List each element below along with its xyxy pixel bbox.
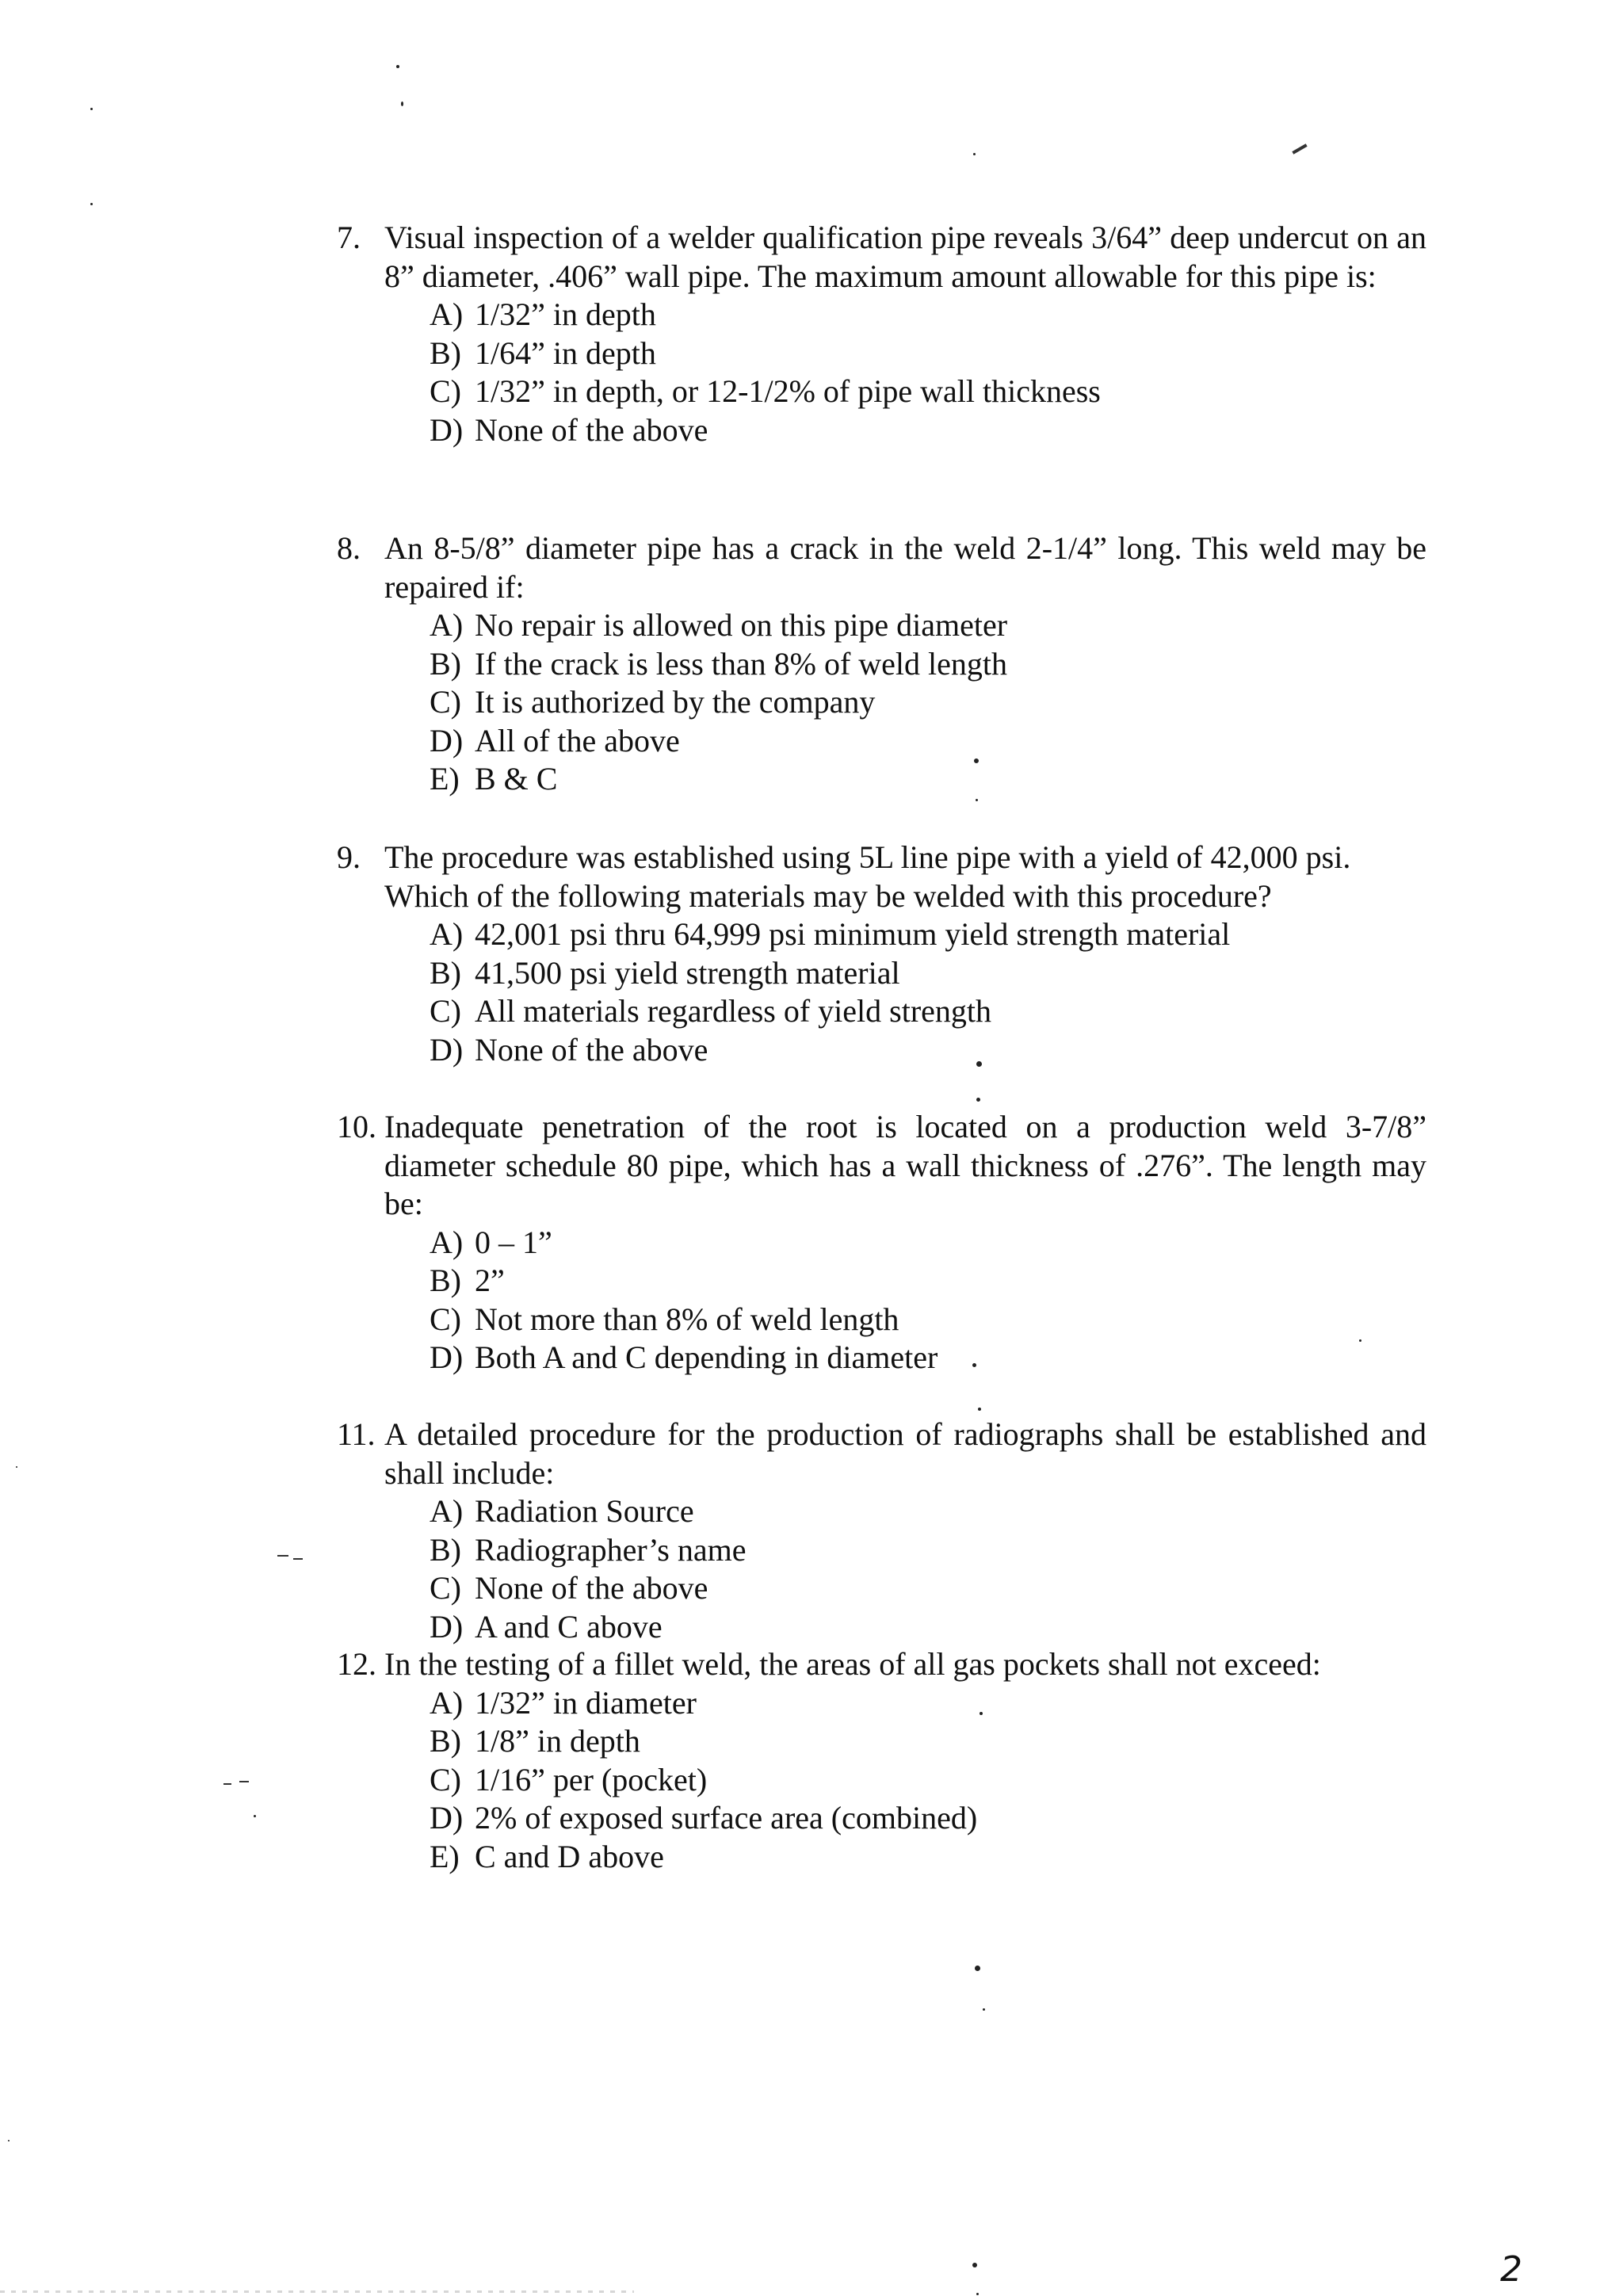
option-letter: B) xyxy=(430,334,461,371)
option-text: Radiation Source xyxy=(475,1493,694,1529)
scan-edge-noise xyxy=(0,2290,634,2293)
question-text: Visual inspection of a welder qualification pipe reveals 3/64” deep undercut on an 8” diameter, .406” wall pipe. The maximum amount allowable for this pipe is: xyxy=(384,220,1426,294)
question-text: A detailed procedure for the production of radiographs shall be established and shall include: xyxy=(384,1416,1426,1491)
option-text: 1/16” per (pocket) xyxy=(475,1761,708,1797)
question-8 xyxy=(337,529,1426,799)
scan-speck xyxy=(974,758,979,763)
question-11 xyxy=(337,1415,1426,1646)
option-d xyxy=(430,722,1426,761)
question-number: 12. xyxy=(337,1646,376,1682)
scan-speck xyxy=(972,1363,976,1367)
option-text: Not more than 8% of weld length xyxy=(475,1301,899,1337)
option-letter: C) xyxy=(430,684,461,720)
question-9 xyxy=(337,839,1426,1069)
option-text: C and D above xyxy=(475,1838,664,1874)
option-letter: C) xyxy=(430,373,461,409)
scan-speck xyxy=(972,2263,977,2267)
option-b xyxy=(430,1531,1426,1570)
option-text: A and C above xyxy=(475,1608,663,1645)
answer-options xyxy=(430,1224,1426,1377)
option-letter: D) xyxy=(430,1339,464,1375)
option-text: All of the above xyxy=(475,722,680,758)
option-text: 2” xyxy=(475,1263,505,1298)
option-a xyxy=(430,915,1426,954)
scan-speck xyxy=(254,1815,256,1817)
option-b xyxy=(430,1722,1426,1761)
option-letter: C) xyxy=(430,993,461,1029)
option-letter: C) xyxy=(430,1761,461,1797)
option-b xyxy=(430,645,1426,684)
option-a xyxy=(430,1684,1426,1723)
option-text: None of the above xyxy=(475,1570,708,1606)
option-a xyxy=(430,606,1426,645)
option-letter: E) xyxy=(430,761,460,797)
option-letter: B) xyxy=(430,645,461,682)
option-text: Both A and C depending in diameter xyxy=(475,1339,938,1375)
scan-speck xyxy=(90,203,93,205)
option-b xyxy=(430,954,1426,993)
scan-mark xyxy=(1292,143,1307,154)
scan-speck xyxy=(976,799,978,801)
option-letter: D) xyxy=(430,1608,464,1645)
option-text: 42,001 psi thru 64,999 psi minimum yield strength material xyxy=(475,916,1231,952)
question-7 xyxy=(337,219,1426,449)
option-text: It is authorized by the company xyxy=(475,684,876,720)
question-number: 7. xyxy=(337,220,361,255)
answer-options xyxy=(430,1684,1426,1877)
question-number: 8. xyxy=(337,530,361,566)
scan-speck xyxy=(973,153,976,155)
option-letter: A) xyxy=(430,1224,464,1260)
option-letter: B) xyxy=(430,1263,461,1298)
option-letter: D) xyxy=(430,1031,464,1068)
question-number: 10. xyxy=(337,1109,376,1144)
scan-speck xyxy=(8,2140,10,2141)
answer-options xyxy=(430,1492,1426,1646)
question-text: In the testing of a fillet weld, the areas of all gas pockets shall not exceed: xyxy=(384,1646,1321,1682)
option-letter: D) xyxy=(430,1800,464,1836)
scan-mark xyxy=(277,1555,288,1557)
option-text: If the crack is less than 8% of weld length xyxy=(475,645,1008,682)
option-b xyxy=(430,334,1426,373)
option-letter: C) xyxy=(430,1301,461,1337)
option-d xyxy=(430,1031,1426,1070)
scan-mark xyxy=(293,1558,303,1560)
option-e xyxy=(430,1838,1426,1877)
question-number: 11. xyxy=(337,1416,376,1452)
option-text: 41,500 psi yield strength material xyxy=(475,954,900,991)
scan-speck xyxy=(975,1966,980,1971)
question-text: The procedure was established using 5L line pipe with a yield of 42,000 psi. Which of the following materials may be welded with this procedure? xyxy=(384,839,1351,914)
scan-speck xyxy=(980,1712,983,1715)
option-letter: A) xyxy=(430,296,464,332)
option-d xyxy=(430,1608,1426,1647)
scan-speck xyxy=(1359,1339,1361,1342)
option-c xyxy=(430,372,1426,411)
option-d xyxy=(430,411,1426,450)
option-text: 0 – 1” xyxy=(475,1224,552,1260)
scan-mark xyxy=(239,1781,249,1782)
option-c xyxy=(430,1569,1426,1608)
page-number: 2 xyxy=(1500,2249,1522,2290)
option-text: B & C xyxy=(475,761,558,797)
option-text: None of the above xyxy=(475,1031,708,1068)
scan-speck xyxy=(90,108,93,110)
option-letter: A) xyxy=(430,1684,464,1721)
option-text: 1/32” in depth, or 12-1/2% of pipe wall thickness xyxy=(475,373,1101,409)
answer-options xyxy=(430,296,1426,449)
option-a xyxy=(430,1492,1426,1531)
question-10 xyxy=(337,1108,1426,1377)
scan-speck xyxy=(16,1466,17,1468)
answer-options xyxy=(430,606,1426,799)
scan-speck xyxy=(976,1098,980,1102)
option-text: 1/64” in depth xyxy=(475,334,656,371)
scan-speck xyxy=(976,2293,979,2295)
option-letter: A) xyxy=(430,916,464,952)
scan-speck xyxy=(401,101,403,106)
scan-mark xyxy=(223,1783,231,1785)
answer-options xyxy=(430,915,1426,1069)
question-number: 9. xyxy=(337,839,361,875)
option-letter: B) xyxy=(430,1723,461,1759)
scan-speck xyxy=(976,1061,982,1067)
option-text: None of the above xyxy=(475,411,708,448)
option-letter: E) xyxy=(430,1838,460,1874)
scan-speck xyxy=(396,65,399,68)
option-letter: C) xyxy=(430,1570,461,1606)
option-c xyxy=(430,992,1426,1031)
option-c xyxy=(430,683,1426,722)
option-a xyxy=(430,1224,1426,1263)
option-text: 2% of exposed surface area (combined) xyxy=(475,1800,978,1836)
question-12 xyxy=(337,1645,1426,1876)
option-text: No repair is allowed on this pipe diameter xyxy=(475,607,1008,643)
option-b xyxy=(430,1262,1426,1301)
option-d xyxy=(430,1339,1426,1377)
question-text: An 8-5/8” diameter pipe has a crack in the weld 2-1/4” long. This weld may be repaired if: xyxy=(384,530,1426,605)
option-text: 1/32” in depth xyxy=(475,296,656,332)
option-text: All materials regardless of yield strength xyxy=(475,993,992,1029)
option-letter: A) xyxy=(430,1493,464,1529)
option-c xyxy=(430,1301,1426,1339)
option-text: 1/32” in diameter xyxy=(475,1684,697,1721)
option-e xyxy=(430,760,1426,799)
option-letter: A) xyxy=(430,607,464,643)
option-text: Radiographer’s name xyxy=(475,1531,747,1568)
option-letter: B) xyxy=(430,1531,461,1568)
option-letter: B) xyxy=(430,954,461,991)
scan-speck xyxy=(983,2008,985,2011)
option-c xyxy=(430,1761,1426,1800)
option-text: 1/8” in depth xyxy=(475,1723,640,1759)
scan-speck xyxy=(978,1408,981,1411)
question-text: Inadequate penetration of the root is located on a production weld 3-7/8” diameter schedule 80 pipe, which has a wall thickness of .276”. The length may be: xyxy=(384,1109,1426,1221)
option-a xyxy=(430,296,1426,334)
option-d xyxy=(430,1799,1426,1838)
option-letter: D) xyxy=(430,722,464,758)
option-letter: D) xyxy=(430,411,464,448)
